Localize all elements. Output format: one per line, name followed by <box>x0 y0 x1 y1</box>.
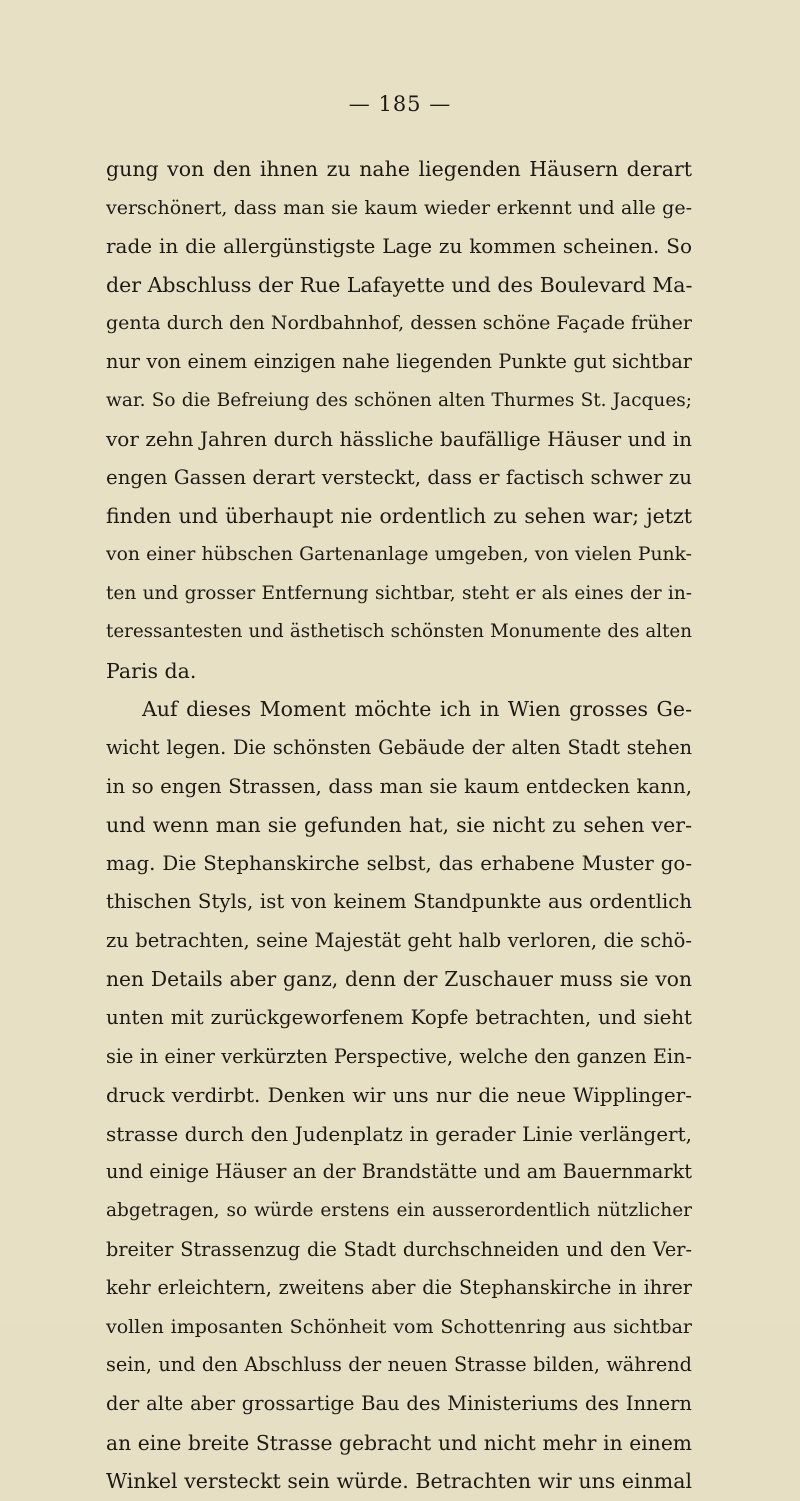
text-line: der Abschluss der Rue Lafayette und des Boulevard Ma- <box>106 272 692 297</box>
text-line: rade in die allergünstigste Lage zu kommen scheinen. So <box>106 234 692 259</box>
text-line: von einer hübschen Gartenanlage umgeben, von vielen Punk- <box>106 543 692 565</box>
text-line: war. So die Befreiung des schönen alten Thurmes St. Jacques; <box>106 389 692 411</box>
text-line: breiter Strassenzug die Stadt durchschneiden und den Ver- <box>106 1237 692 1261</box>
text-line: genta durch den Nordbahnhof, dessen schöne Façade früher <box>106 312 692 335</box>
text-line: gung von den ihnen zu nahe liegenden Häusern derart <box>106 157 692 181</box>
text-line: und wenn man sie gefunden hat, sie nicht zu sehen ver- <box>106 813 692 838</box>
text-line: kehr erleichtern, zweitens aber die Stephanskirche in ihrer <box>106 1276 692 1300</box>
text-line: in so engen Strassen, dass man sie kaum entdecken kann, <box>106 774 692 798</box>
paragraph-start-line: Auf dieses Moment möchte ich in Wien grosses Ge- <box>142 697 692 722</box>
text-line: und einige Häuser an der Brandstätte und am Bauernmarkt <box>106 1160 692 1184</box>
text-line: wicht legen. Die schönsten Gebäude der alten Stadt stehen <box>106 735 692 759</box>
text-line: sein, und den Abschluss der neuen Strasse bilden, während <box>106 1353 692 1377</box>
body-text <box>106 150 692 1501</box>
text-line: zu betrachten, seine Majestät geht halb verloren, die schö- <box>106 928 692 952</box>
text-line: vor zehn Jahren durch hässliche baufällige Häuser und in <box>106 427 692 452</box>
text-line: nen Details aber ganz, denn der Zuschauer muss sie von <box>106 967 692 992</box>
text-line: der alte aber grossartige Bau des Ministeriums des Innern <box>106 1392 692 1415</box>
text-line: druck verdirbt. Denken wir uns nur die neue Wipplinger- <box>106 1083 692 1108</box>
text-line: mag. Die Stephanskirche selbst, das erhabene Muster go- <box>106 851 692 875</box>
text-line: nur von einem einzigen nahe liegenden Punkte gut sichtbar <box>106 349 692 373</box>
text-line: abgetragen, so würde erstens ein ausserordentlich nützlicher <box>106 1200 692 1222</box>
text-line: strasse durch den Judenplatz in gerader Linie verlängert, <box>106 1121 692 1146</box>
page-number: — 185 — <box>348 92 452 116</box>
paragraph-end-line: Paris da. <box>106 658 197 683</box>
text-line: Winkel versteckt sein würde. Betrachten wir uns einmal <box>106 1469 692 1494</box>
text-line: verschönert, dass man sie kaum wieder erkennt und alle ge- <box>106 196 692 219</box>
text-line: engen Gassen derart versteckt, dass er factisch schwer zu <box>106 465 692 489</box>
text-line: an eine breite Strasse gebracht und nicht mehr in einem <box>106 1430 692 1455</box>
text-line: finden und überhaupt nie ordentlich zu sehen war; jetzt <box>106 504 692 529</box>
text-line: vollen imposanten Schönheit vom Schottenring aus sichtbar <box>106 1315 692 1338</box>
text-line: teressantesten und ästhetisch schönsten Monumente des alten <box>106 621 692 643</box>
text-line: thischen Styls, ist von keinem Standpunkte aus ordentlich <box>106 890 692 914</box>
text-line: sie in einer verkürzten Perspective, welche den ganzen Ein- <box>106 1044 692 1068</box>
text-line: unten mit zurückgeworfenem Kopfe betrachten, und sieht <box>106 1006 692 1030</box>
text-line: ten und grosser Entfernung sichtbar, steht er als eines der in- <box>106 582 692 604</box>
